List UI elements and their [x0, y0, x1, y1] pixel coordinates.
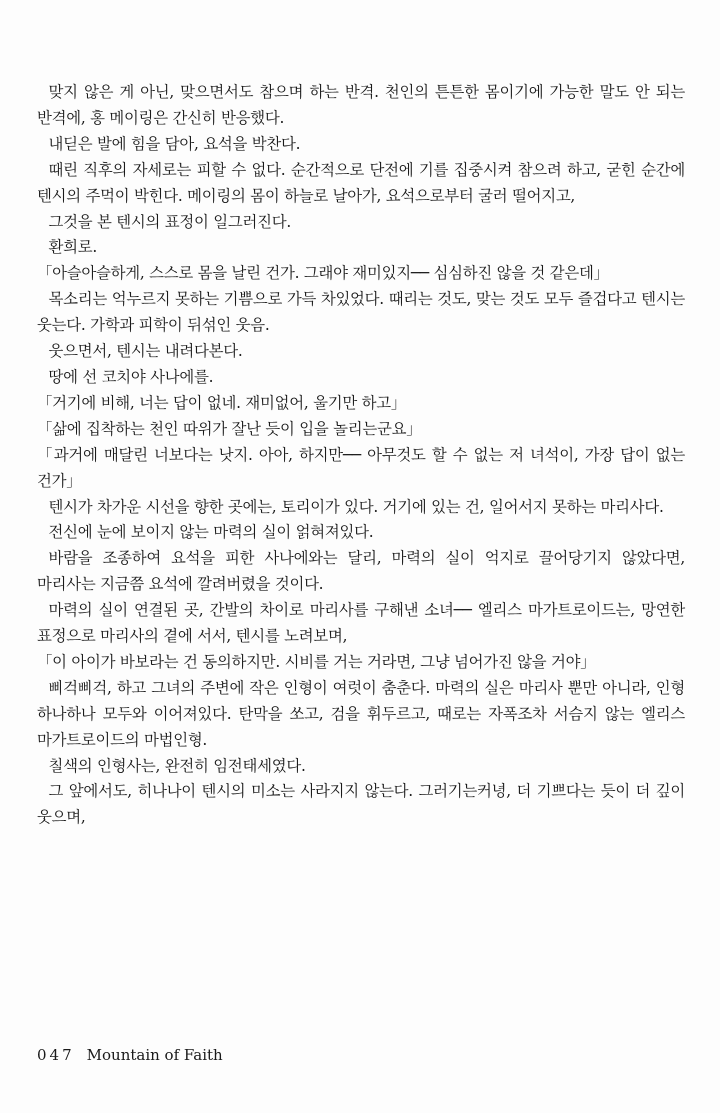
body-text — [37, 80, 685, 831]
narration-paragraph: 텐시가 차가운 시선을 향한 곳에는, 토리이가 있다. 거기에 있는 건, 일어서지 못하는 마리사다. — [48, 497, 664, 516]
narration-paragraph: 그것을 본 텐시의 표정이 일그러진다. — [48, 212, 292, 231]
narration-paragraph: 삐걱삐걱, 하고 그녀의 주변에 작은 인형이 여럿이 춤춘다. 마력의 실은 마리사 뿐만 아니라, 인형 하나하나 모두와 이어져있다. 탄막을 쏘고, 검을 휘두르고, 때로는 자폭조차 서슴지 않는 엘리스 마가트로이드의 마법인형. — [37, 678, 685, 749]
narration-paragraph: 칠색의 인형사는, 완전히 임전태세였다. — [48, 756, 306, 775]
dialogue-paragraph: 「거기에 비해, 너는 답이 없네. 재미없어, 울기만 하고」 — [37, 393, 407, 412]
dialogue-paragraph: 「아슬아슬하게, 스스로 몸을 날린 건가. 그래야 재미있지── 심심하진 않을 것 같은데」 — [37, 264, 609, 283]
narration-paragraph: 맞지 않은 게 아닌, 맞으면서도 참으며 하는 반격. 천인의 튼튼한 몸이기에 가능한 말도 안 되는 반격에, 홍 메이링은 간신히 반응했다. — [37, 83, 685, 127]
narration-paragraph: 마력의 실이 연결된 곳, 간발의 차이로 마리사를 구해낸 소녀── 엘리스 마가트로이드는, 망연한 표정으로 마리사의 곁에 서서, 텐시를 노려보며, — [37, 601, 685, 646]
narration-paragraph: 바람을 조종하여 요석을 피한 사나에와는 달리, 마력의 실이 억지로 끌어당기지 않았다면, 마리사는 지금쯤 요석에 깔려버렸을 것이다. — [37, 549, 685, 594]
book-title: Mountain of Faith — [86, 1046, 223, 1064]
narration-paragraph: 목소리는 억누르지 못하는 기쁨으로 가득 차있었다. 때리는 것도, 맞는 것도 모두 즐겁다고 텐시는 웃는다. 가학과 피학이 뒤섞인 웃음. — [37, 290, 685, 335]
narration-paragraph: 그 앞에서도, 히나나이 텐시의 미소는 사라지지 않는다. 그러기는커녕, 더 기쁘다는 듯이 더 깊이 웃으며, — [37, 782, 685, 827]
dialogue-paragraph: 「과거에 매달린 너보다는 낫지. 아아, 하지만── 아무것도 할 수 없는 저 녀석이, 가장 답이 없는 건가」 — [37, 445, 685, 490]
page-number: 047 — [37, 1046, 75, 1064]
narration-paragraph: 환희로. — [48, 238, 98, 257]
page-footer — [37, 1046, 223, 1064]
narration-paragraph: 내딛은 발에 힘을 담아, 요석을 박찬다. — [48, 134, 301, 153]
narration-paragraph: 웃으면서, 텐시는 내려다본다. — [48, 342, 243, 361]
narration-paragraph: 땅에 선 코치야 사나에를. — [48, 367, 214, 386]
dialogue-paragraph: 「이 아이가 바보라는 건 동의하지만. 시비를 거는 거라면, 그냥 넘어가진 않을 거야」 — [37, 652, 596, 671]
narration-paragraph: 전신에 눈에 보이지 않는 마력의 실이 얽혀져있다. — [48, 523, 374, 542]
narration-paragraph: 때린 직후의 자세로는 피할 수 없다. 순간적으로 단전에 기를 집중시켜 참으려 하고, 굳힌 순간에 텐시의 주먹이 박힌다. 메이링의 몸이 하늘로 날아가, 요석으로부터 굴러 떨어지고, — [37, 160, 685, 205]
dialogue-paragraph: 「삶에 집착하는 천인 따위가 잘난 듯이 입을 놀리는군요」 — [37, 419, 422, 438]
